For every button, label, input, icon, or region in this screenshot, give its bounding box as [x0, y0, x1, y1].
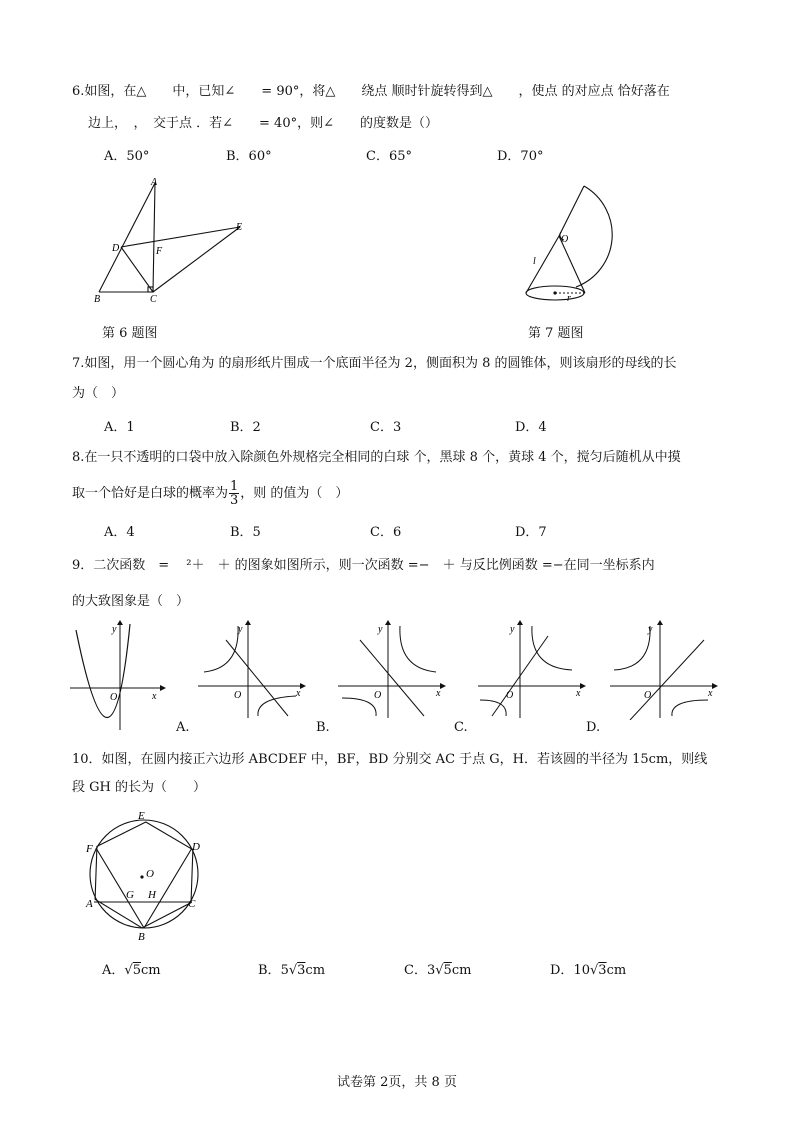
q8-fraction-denominator: 3	[230, 493, 239, 508]
q9-d-x-arrow	[712, 683, 718, 689]
q6-label-b: B	[94, 294, 101, 305]
q10-option-a-letter: A．	[102, 963, 125, 978]
q6-seg-dc	[121, 247, 153, 292]
q9-c-x-label: x	[576, 688, 581, 699]
q8-option-c: C．6	[370, 525, 402, 540]
q6-label-c: C	[150, 294, 157, 305]
q10-label-o: O	[146, 868, 154, 880]
q10-option-d-letter: D．	[550, 963, 574, 978]
q9-p-curve	[76, 624, 130, 718]
q7-label-l: l	[533, 256, 536, 267]
q10-label-e: E	[138, 810, 145, 822]
q9-d-y-arrow	[657, 620, 663, 625]
q10-option-b: B．5√3cm	[258, 963, 326, 978]
q6-option-d: D．70°	[497, 149, 544, 164]
q7-caption: 第 7 题图	[528, 326, 584, 341]
q9-b-hyperbola-1	[400, 626, 436, 672]
q6-seg-ab	[99, 183, 155, 292]
q10-center-dot	[140, 875, 143, 878]
q7-option-b: B．2	[230, 420, 261, 435]
q10-option-a-radicand: 5	[132, 963, 141, 978]
q10-label-g: G	[126, 889, 134, 901]
q6-option-a: A．50°	[104, 149, 150, 164]
q9-a-line	[226, 640, 288, 716]
q9-graph-b	[336, 620, 448, 720]
q8-option-d: D．7	[515, 525, 547, 540]
q9-b-x-arrow	[440, 683, 446, 689]
q10-option-c-unit: cm	[451, 963, 472, 978]
q7-label-o: O	[561, 234, 569, 245]
q9-a-x-label: x	[296, 688, 301, 699]
q9-d-origin: O	[644, 690, 652, 701]
q9-c-y-label: y	[510, 624, 515, 635]
q6-figure	[88, 175, 258, 307]
q9-p-y-label: y	[112, 624, 117, 635]
q9-d-hyperbola-1	[614, 626, 650, 670]
q9-a-x-arrow	[300, 683, 306, 689]
q10-option-c: C．3√5cm	[404, 963, 472, 978]
q10-circle	[90, 820, 198, 928]
q8-option-a: A．4	[104, 525, 135, 540]
q6-seg-de	[121, 227, 240, 247]
q7-sector-arc	[576, 186, 612, 287]
page-footer: 试卷第 2页，共 8 页	[337, 1075, 457, 1090]
q8-fraction-numerator: 1	[230, 479, 239, 494]
q9-b-x-label: x	[436, 688, 441, 699]
q6-label-f: F	[156, 246, 163, 257]
q8-option-b: B．5	[230, 525, 261, 540]
q10-option-b-coef: 5	[280, 963, 289, 978]
q9-b-origin: O	[374, 690, 382, 701]
q9-c-origin: O	[506, 690, 514, 701]
q9-a-y-arrow	[245, 620, 251, 625]
q10-seg-bd	[144, 848, 192, 928]
q8-line2-start: 取一个恰好是白球的概率为	[72, 486, 229, 501]
q9-parabola-graph	[68, 620, 168, 732]
q7-line2: 为（ ）	[72, 386, 125, 401]
q10-option-a-unit: cm	[140, 963, 161, 978]
q9-graph-d	[608, 620, 720, 720]
q6-line1: 6.如图，在△ 中，已知∠ = 90°，将△ 绕点 顺时针旋转得到△ ，使点 的对应点 恰好落在	[72, 84, 670, 99]
q9-p-x-arrow	[160, 685, 166, 691]
q10-option-d-radicand: 3	[598, 963, 607, 978]
q6-seg-ac	[153, 183, 155, 292]
q10-option-a: A．√5cm	[102, 963, 161, 978]
q10-label-d: D	[192, 841, 200, 853]
q9-b-line	[360, 640, 424, 716]
q9-c-y-arrow	[517, 620, 523, 625]
q6-label-d: D	[112, 243, 120, 254]
q9-c-hyperbola-1	[532, 626, 572, 670]
q10-line1: 10．如图，在圆内接正六边形 ABCDEF 中，BF，BD 分别交 AC 于点 G，H．若该圆的半径为 15cm，则线	[72, 752, 708, 767]
q9-b-y-arrow	[385, 620, 391, 625]
q6-label-e: E	[236, 222, 243, 233]
q8-fraction	[229, 480, 239, 507]
q9-option-d: D.	[586, 720, 601, 735]
q7-line1: 7.如图，用一个圆心角为 的扇形纸片围成一个底面半径为 2，侧面积为 8 的圆锥体，则该扇形的母线的长	[72, 356, 677, 371]
q9-d-hyperbola-2	[672, 700, 708, 716]
q9-line2: 的大致图象是（ ）	[72, 594, 190, 609]
q6-option-c: C．65°	[366, 149, 412, 164]
q10-option-d-coef: 10	[573, 963, 590, 978]
q8-line1: 8.在一只不透明的口袋中放入除颜色外规格完全相同的白球 个，黑球 8 个，黄球 4 个，搅匀后随机从中摸	[72, 450, 681, 465]
q6-line2: 边上， ， 交于点 ．若∠ = 40°，则∠ 的度数是（）	[88, 116, 438, 131]
q9-b-y-label: y	[378, 624, 383, 635]
q9-option-c: C.	[454, 720, 468, 735]
q10-option-b-radicand: 3	[297, 963, 306, 978]
q9-option-a: A.	[176, 720, 190, 735]
q10-label-b: B	[138, 931, 145, 943]
q9-p-x-label: x	[152, 691, 157, 702]
q9-d-x-label: x	[708, 688, 713, 699]
q6-option-b: B．60°	[226, 149, 272, 164]
q7-base-center	[553, 291, 556, 294]
q8-line2	[72, 480, 348, 507]
q9-b-hyperbola-2	[342, 698, 376, 716]
q9-a-origin: O	[234, 690, 242, 701]
q9-a-y-label: y	[238, 624, 243, 635]
q7-figure	[515, 180, 645, 308]
q7-option-a: A．1	[104, 420, 135, 435]
q9-c-hyperbola-2	[480, 700, 506, 716]
q10-label-a: A	[86, 898, 93, 910]
q9-c-x-arrow	[580, 683, 586, 689]
q6-label-a: A	[151, 177, 158, 188]
q9-a-hyperbola-2	[258, 696, 296, 716]
q7-option-d: D．4	[515, 420, 547, 435]
q9-d-line	[630, 640, 704, 720]
q10-option-c-letter: C．	[404, 963, 427, 978]
q10-hexagon	[94, 820, 194, 929]
q10-option-c-coef: 3	[426, 963, 436, 978]
q7-option-c: C．3	[370, 420, 402, 435]
q9-p-y-arrow	[117, 620, 123, 625]
q10-option-c-radicand: 5	[443, 963, 452, 978]
q9-d-y-label: y	[648, 624, 653, 635]
q10-line2: 段 GH 的长为（ ）	[72, 780, 206, 795]
q10-option-d: D．10√3cm	[550, 963, 627, 978]
q9-line1: 9．二次函数 = ²＋ ＋ 的图象如图所示，则一次函数 =− ＋ 与反比例函数 =−在同一坐标系内	[72, 558, 655, 573]
q10-label-f: F	[86, 843, 93, 855]
q10-label-h: H	[148, 889, 156, 901]
q10-label-c: C	[188, 898, 196, 910]
q9-graph-a	[196, 620, 308, 720]
q9-option-b: B.	[316, 720, 330, 735]
q10-option-b-letter: B．	[258, 963, 281, 978]
q9-p-origin: O	[110, 692, 118, 703]
q10-figure	[84, 808, 214, 944]
q7-label-r: r	[567, 293, 571, 304]
q6-caption: 第 6 题图	[102, 326, 158, 341]
q6-seg-ce	[153, 227, 240, 292]
q10-option-b-unit: cm	[305, 963, 326, 978]
q7-sector-radius	[559, 186, 584, 236]
q7-cone-left	[526, 236, 559, 293]
q10-option-d-unit: cm	[606, 963, 627, 978]
q9-graph-c	[476, 620, 588, 720]
q8-line2-end: ，则 的值为（ ）	[240, 486, 349, 501]
q10-seg-bf	[96, 848, 144, 928]
